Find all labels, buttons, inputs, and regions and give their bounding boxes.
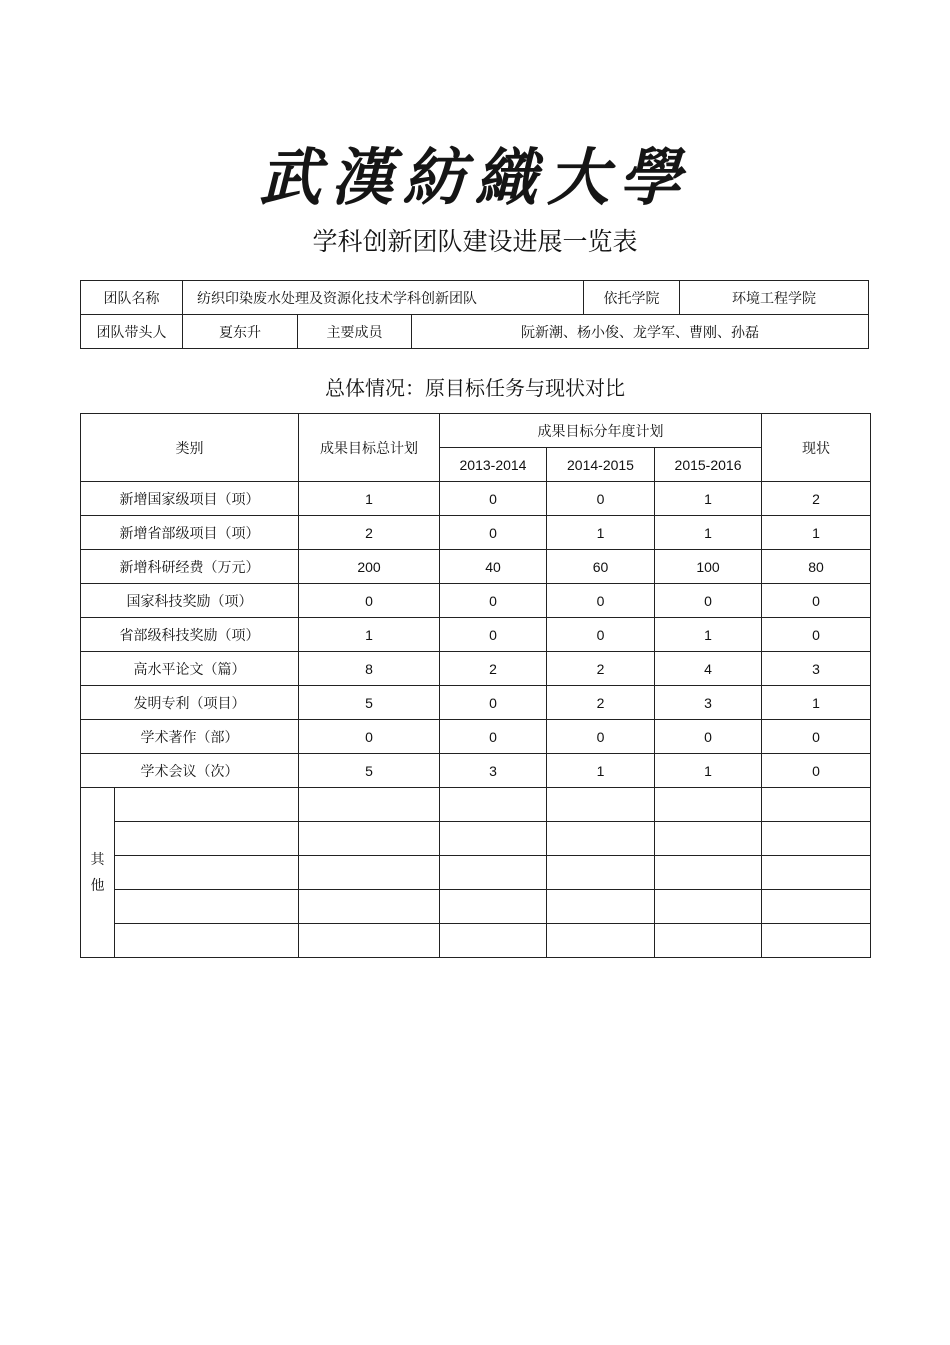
row-year-2: 60 (547, 550, 655, 584)
table-row (81, 686, 871, 720)
other-row (81, 890, 871, 924)
row-category: 高水平论文（篇） (81, 652, 299, 686)
empty-cell (547, 822, 655, 856)
empty-cell (762, 856, 871, 890)
members-value: 阮新潮、杨小俊、龙学军、曹刚、孙磊 (412, 315, 869, 349)
empty-cell (299, 788, 440, 822)
progress-table (80, 413, 871, 958)
row-total: 2 (299, 516, 440, 550)
college-value: 环境工程学院 (680, 281, 869, 315)
other-row (81, 856, 871, 890)
row-year-3: 0 (655, 584, 762, 618)
empty-cell (762, 924, 871, 958)
empty-cell (440, 890, 547, 924)
empty-cell (655, 924, 762, 958)
team-name-label: 团队名称 (81, 281, 183, 315)
empty-cell (299, 924, 440, 958)
row-category: 国家科技奖励（项） (81, 584, 299, 618)
empty-cell (762, 788, 871, 822)
other-row (81, 924, 871, 958)
empty-cell (655, 822, 762, 856)
table-row (81, 516, 871, 550)
table-row (81, 754, 871, 788)
table-row (81, 652, 871, 686)
empty-cell (762, 822, 871, 856)
row-category: 省部级科技奖励（项） (81, 618, 299, 652)
row-total: 5 (299, 754, 440, 788)
table-row (81, 550, 871, 584)
row-year-1: 40 (440, 550, 547, 584)
row-category: 学术著作（部） (81, 720, 299, 754)
row-status: 1 (762, 686, 871, 720)
row-year-3: 3 (655, 686, 762, 720)
row-year-3: 1 (655, 482, 762, 516)
row-year-1: 0 (440, 720, 547, 754)
college-label: 依托学院 (584, 281, 680, 315)
university-logo: 武漢紡織大學 (258, 141, 691, 214)
empty-cell (655, 856, 762, 890)
row-year-3: 1 (655, 516, 762, 550)
section-subtitle: 总体情况：原目标任务与现状对比 (325, 376, 625, 400)
empty-cell (440, 924, 547, 958)
header-total-plan: 成果目标总计划 (299, 414, 440, 482)
other-label-char-2: 他 (90, 877, 105, 894)
empty-cell (547, 890, 655, 924)
row-category: 新增省部级项目（项） (81, 516, 299, 550)
empty-cell (440, 856, 547, 890)
empty-cell (762, 890, 871, 924)
other-row (81, 788, 871, 822)
empty-cell (115, 924, 299, 958)
header-category: 类别 (81, 414, 299, 482)
row-year-1: 0 (440, 686, 547, 720)
row-category: 学术会议（次） (81, 754, 299, 788)
empty-cell (115, 890, 299, 924)
table-row (81, 584, 871, 618)
row-year-3: 1 (655, 754, 762, 788)
empty-cell (547, 788, 655, 822)
empty-cell (115, 788, 299, 822)
row-status: 2 (762, 482, 871, 516)
empty-cell (115, 822, 299, 856)
row-total: 0 (299, 720, 440, 754)
row-year-2: 1 (547, 754, 655, 788)
row-year-2: 1 (547, 516, 655, 550)
other-label (81, 788, 115, 958)
row-category: 新增科研经费（万元） (81, 550, 299, 584)
empty-cell (655, 890, 762, 924)
table-row (81, 720, 871, 754)
row-total: 8 (299, 652, 440, 686)
table-row (81, 482, 871, 516)
row-year-1: 0 (440, 584, 547, 618)
row-year-2: 2 (547, 652, 655, 686)
empty-cell (655, 788, 762, 822)
empty-cell (299, 822, 440, 856)
row-total: 0 (299, 584, 440, 618)
leader-value: 夏东升 (183, 315, 298, 349)
row-category: 发明专利（项目） (81, 686, 299, 720)
team-name-value: 纺织印染废水处理及资源化技术学科创新团队 (183, 281, 584, 315)
row-status: 80 (762, 550, 871, 584)
row-total: 200 (299, 550, 440, 584)
header-status: 现状 (762, 414, 871, 482)
header-yearly-plan: 成果目标分年度计划 (440, 414, 762, 448)
row-year-1: 0 (440, 516, 547, 550)
row-status: 0 (762, 754, 871, 788)
row-year-2: 2 (547, 686, 655, 720)
row-year-2: 0 (547, 482, 655, 516)
other-label-char-1: 其 (90, 851, 105, 868)
row-year-1: 0 (440, 482, 547, 516)
header-year-1: 2013-2014 (440, 448, 547, 482)
row-year-3: 0 (655, 720, 762, 754)
row-total: 1 (299, 482, 440, 516)
empty-cell (299, 856, 440, 890)
empty-cell (115, 856, 299, 890)
row-status: 0 (762, 584, 871, 618)
row-total: 5 (299, 686, 440, 720)
team-info-table (80, 280, 869, 349)
row-year-2: 0 (547, 584, 655, 618)
row-year-1: 2 (440, 652, 547, 686)
row-year-2: 0 (547, 720, 655, 754)
page-title: 学科创新团队建设进展一览表 (312, 227, 638, 256)
empty-cell (299, 890, 440, 924)
row-year-3: 100 (655, 550, 762, 584)
row-year-1: 3 (440, 754, 547, 788)
header-year-3: 2015-2016 (655, 448, 762, 482)
row-year-1: 0 (440, 618, 547, 652)
row-status: 0 (762, 618, 871, 652)
row-status: 1 (762, 516, 871, 550)
row-category: 新增国家级项目（项） (81, 482, 299, 516)
row-status: 3 (762, 652, 871, 686)
empty-cell (440, 788, 547, 822)
row-total: 1 (299, 618, 440, 652)
header-year-2: 2014-2015 (547, 448, 655, 482)
other-row (81, 822, 871, 856)
row-year-2: 0 (547, 618, 655, 652)
row-year-3: 4 (655, 652, 762, 686)
leader-label: 团队带头人 (81, 315, 183, 349)
row-year-3: 1 (655, 618, 762, 652)
empty-cell (547, 924, 655, 958)
members-label: 主要成员 (298, 315, 412, 349)
empty-cell (440, 822, 547, 856)
table-row (81, 618, 871, 652)
row-status: 0 (762, 720, 871, 754)
empty-cell (547, 856, 655, 890)
